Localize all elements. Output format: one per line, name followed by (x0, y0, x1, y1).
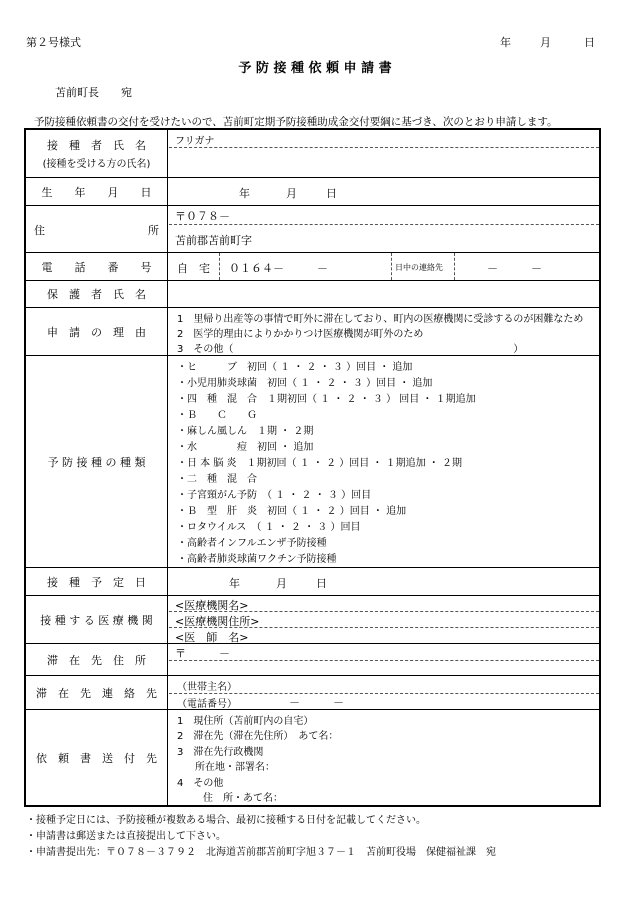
note-schedule: ・接種予定日には、予防接種が複数ある場合、最初に接種する日付を記載してください。 (26, 815, 426, 826)
phone-label (26, 253, 168, 280)
address-label-left: 住 (34, 224, 45, 237)
page-title: 予 防 接 種 依 頼 申 請 書 (238, 61, 392, 76)
furigana-label: フリガナ (175, 136, 215, 147)
send-to-option-2[interactable]: 2 滞在先（滞在先住所） あて名： (177, 731, 339, 742)
day-contact-label: 日中の連絡先 (395, 263, 443, 272)
reason-option-2[interactable]: 2 医学的理由によりかかりつけ医療機関が町外のため (177, 329, 424, 340)
row-birth-date (26, 178, 599, 206)
clinic-field[interactable] (169, 596, 599, 643)
note-destination: ・申請書提出先：〒０７８－３７９２ 北海道苫前郡苫前町字旭３７－１ 苫前町役場 保健福祉課 宛 (26, 847, 496, 858)
birth-year-label: 年 (239, 187, 250, 200)
row-phone (26, 253, 599, 281)
addressee: 苫前町長 宛 (55, 86, 132, 99)
home-phone-value: ０１６４－ － (229, 262, 328, 275)
stay-contact-field[interactable] (169, 676, 599, 709)
furigana-divider (169, 147, 599, 148)
send-to-option-3-detail: 所在地・部署名： (195, 762, 275, 773)
row-applicant-name (26, 130, 599, 178)
vaccine-hepb[interactable]: ・Ｂ 型 肝 炎 初回（ １ ・ ２ ）回目 ・ 追加 (177, 506, 407, 517)
vaccine-bcg[interactable]: ・Ｂ Ｃ Ｇ (177, 410, 257, 421)
birth-date-label (26, 178, 168, 205)
guardian-field[interactable] (169, 281, 599, 307)
note-submission: ・申請書は郵送または直接提出して下さい。 (26, 831, 226, 842)
intro-text: 予防接種依頼書の交付を受けたいので、苫前町定期予防接種助成金交付要綱に基づき、次のとおり申請します。 (34, 116, 558, 128)
vaccine-dpt-ipv[interactable]: ・四 種 混 合 １期初回（ １ ・ ２ ・ ３ ） 回目 ・ １期追加 (177, 394, 476, 405)
clinic-label (26, 596, 168, 643)
address-postal: 〒０７８－ (175, 210, 230, 223)
schedule-month-label: 月 (276, 577, 287, 590)
send-to-option-4[interactable]: 4 その他 (177, 778, 224, 789)
row-send-to (26, 710, 599, 805)
send-to-option-4-detail: 住 所・あて名： (203, 793, 283, 804)
stay-contact-divider (169, 693, 599, 694)
schedule-year-label: 年 (229, 577, 240, 590)
vaccine-ppsv-elderly[interactable]: ・高齢者肺炎球菌ワクチン予防接種 (177, 554, 337, 565)
row-schedule-date (26, 568, 599, 596)
vaccine-types-label-text: 予 防 接 種 の 種 類 (47, 455, 146, 469)
applicant-name-label-text: 接 種 者 氏 名 (47, 139, 146, 152)
birth-day-label: 日 (326, 187, 337, 200)
guardian-label (26, 281, 168, 307)
header-month-label: 月 (540, 36, 551, 49)
stay-phone-label: （電話番号） (177, 699, 237, 710)
clinic-label-text: 接 種 す る 医 療 機 関 (40, 613, 153, 627)
send-to-option-1[interactable]: 1 現住所（苫前町内の自宅） (177, 716, 314, 727)
send-to-option-3[interactable]: 3 滞在先行政機関 (177, 747, 264, 758)
applicant-name-sublabel: (接種を受ける方の氏名) (42, 159, 151, 170)
clinic-divider-1 (169, 611, 599, 612)
stay-address-label-text: 滞 在 先 住 所 (47, 653, 146, 667)
address-town: 苫前郡苫前町字 (175, 234, 252, 247)
clinic-divider-2 (169, 627, 599, 628)
stay-contact-label (26, 676, 168, 709)
row-clinic (26, 596, 599, 644)
header-day-label: 日 (584, 36, 595, 49)
application-form-table (24, 128, 601, 807)
doctor-name-label: <医 師 名> (175, 631, 249, 644)
row-stay-address (26, 644, 599, 676)
phone-label-text: 電 話 番 号 (41, 260, 152, 274)
birth-month-label: 月 (286, 187, 297, 200)
reason-options[interactable] (169, 308, 599, 355)
vaccine-hpv[interactable]: ・子宮頸がん予防 （ １ ・ ２ ・ ３ ）回目 (177, 490, 372, 501)
day-contact-divider-right (454, 253, 455, 280)
stay-address-field[interactable] (169, 644, 599, 675)
day-contact-divider-left (391, 253, 392, 280)
schedule-date-label-text: 接 種 予 定 日 (47, 575, 146, 589)
householder-label: （世帯主名） (177, 682, 237, 693)
row-stay-contact (26, 676, 599, 710)
vaccine-mr[interactable]: ・麻しん風しん １期 ・ ２期 (177, 426, 314, 437)
birth-date-label-text: 生 年 月 日 (41, 185, 152, 199)
schedule-day-label: 日 (316, 577, 327, 590)
applicant-name-label (26, 130, 168, 177)
home-phone-label: 自 宅 (177, 262, 210, 275)
clinic-address-label: <医療機関住所> (175, 615, 260, 628)
vaccine-rota[interactable]: ・ロタウイルス （ １ ・ ２ ・ ３ ）回目 (177, 522, 361, 533)
reason-label (26, 308, 168, 355)
row-vaccine-types (26, 356, 599, 568)
schedule-date-field[interactable] (169, 568, 599, 595)
form-number: 第２号様式 (26, 36, 81, 49)
address-label (26, 206, 168, 252)
day-contact-value: － － (487, 262, 542, 275)
vaccine-varicella[interactable]: ・水 痘 初回 ・ 追加 (177, 442, 314, 453)
clinic-name-label: <医療機関名> (175, 599, 249, 612)
address-divider (169, 224, 599, 225)
stay-postal: 〒 － (175, 647, 230, 660)
vaccine-options[interactable] (169, 356, 599, 567)
stay-address-label (26, 644, 168, 675)
guardian-label-text: 保 護 者 氏 名 (47, 288, 146, 301)
stay-contact-label-text: 滞 在 先 連 絡 先 (36, 686, 157, 700)
stay-address-divider (169, 660, 599, 661)
birth-date-field[interactable] (169, 178, 599, 205)
address-field[interactable] (169, 206, 599, 252)
send-to-options[interactable] (169, 710, 599, 805)
header-year-label: 年 (500, 36, 511, 49)
send-to-label-text: 依 頼 書 送 付 先 (36, 751, 157, 765)
reason-option-3[interactable]: 3 その他（ ） (177, 344, 524, 355)
vaccine-hib[interactable]: ・ヒ ブ 初回（ １ ・ ２ ・ ３ ）回目 ・ 追加 (177, 362, 413, 373)
reason-option-1[interactable]: 1 里帰り出産等の事情で町外に滞在しており、町内の医療機関に受診するのが困難なため (177, 314, 584, 325)
phone-field[interactable] (169, 253, 599, 280)
schedule-date-label (26, 568, 168, 595)
row-address (26, 206, 599, 253)
home-phone-divider (219, 253, 220, 280)
address-label-right: 所 (148, 224, 159, 237)
applicant-name-field[interactable] (169, 130, 599, 177)
row-reason (26, 308, 599, 356)
row-guardian (26, 281, 599, 308)
vaccine-dt[interactable]: ・二 種 混 合 (177, 474, 257, 485)
vaccine-flu-elderly[interactable]: ・高齢者インフルエンザ予防接種 (177, 538, 327, 549)
stay-phone-value: － － (289, 696, 344, 709)
vaccine-pcv[interactable]: ・小児用肺炎球菌 初回（ １ ・ ２ ・ ３ ）回目 ・ 追加 (177, 378, 433, 389)
send-to-label (26, 710, 168, 805)
vaccine-je[interactable]: ・日 本 脳 炎 １期初回（ １ ・ ２ ）回目 ・ １期追加 ・ ２期 (177, 458, 462, 469)
reason-label-text: 申 請 の 理 由 (47, 325, 146, 339)
vaccine-types-label (26, 356, 168, 567)
